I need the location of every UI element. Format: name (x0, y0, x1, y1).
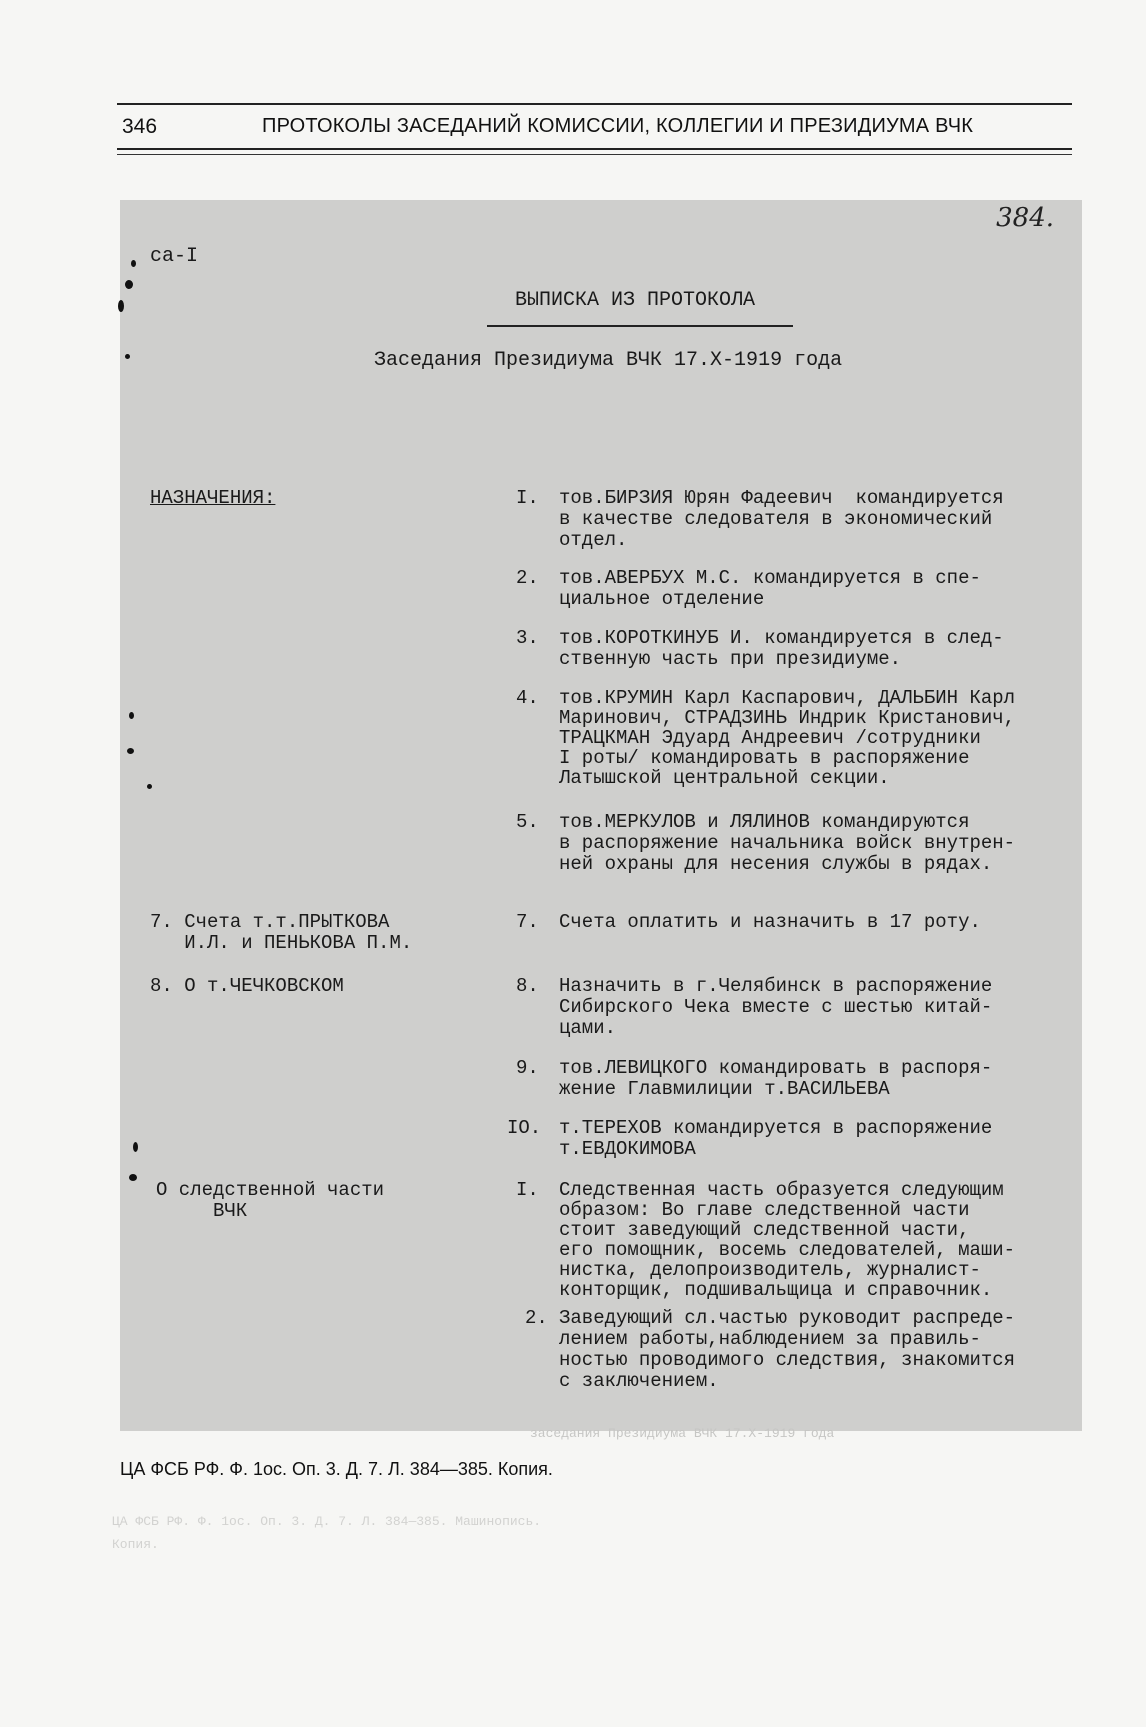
header-double-rule-thin (117, 154, 1072, 155)
punch-hole-mark (131, 260, 136, 267)
punch-hole-mark (125, 280, 133, 289)
bleed-through-text: заседания Президиума ВЧК 17.X-1919 года (530, 1426, 835, 1441)
item-text: Заведующий сл.частью руководит распреде- лением работы,наблюдением за правиль- ностью проводимого следствия, знакомится с заключением. (559, 1307, 1016, 1392)
item-number: 7. (516, 911, 539, 933)
item-text: тов.МЕРКУЛОВ и ЛЯЛИНОВ командируются в распоряжение начальника войск внутрен- ней охраны для несения службы в рядах. (559, 811, 1016, 875)
item-number: 8. (516, 975, 539, 997)
punch-hole-mark (129, 1174, 137, 1181)
title-underline (487, 325, 793, 327)
item-text: тов.ЛЕВИЦКОГО командировать в распоря- жение Главмилиции т.ВАСИЛЬЕВА (559, 1057, 993, 1100)
item-text: Счета оплатить и назначить в 17 роту. (559, 911, 981, 933)
left-item-text: 8. О т.ЧЕЧКОВСКОМ (150, 975, 344, 997)
header-double-rule (117, 148, 1072, 150)
page-number: 346 (122, 115, 158, 138)
document-subtitle: Заседания Президиума ВЧК 17.X-1919 года (374, 349, 843, 372)
header-rule (117, 103, 1072, 105)
item-number: 9. (516, 1057, 539, 1079)
item-number: 2. (525, 1307, 548, 1329)
item-text: тов.АВЕРБУХ М.С. командируется в спе- циальное отделение (559, 567, 981, 610)
document-title: ВЫПИСКА ИЗ ПРОТОКОЛА (515, 289, 756, 312)
left-item-text: 7. Счета т.т.ПРЫТКОВА И.Л. и ПЕНЬКОВА П.М. (150, 911, 413, 954)
running-title: ПРОТОКОЛЫ ЗАСЕДАНИЙ КОМИССИИ, КОЛЛЕГИИ И ПРЕЗИДИУМА ВЧК (262, 115, 974, 137)
punch-hole-mark (118, 300, 124, 312)
punch-hole-mark (129, 712, 134, 719)
punch-hole-mark (147, 784, 152, 789)
punch-hole-mark (127, 748, 134, 754)
item-text: Следственная часть образуется следующим образом: Во главе следственной части стоит заведующий следственной части, его помощник, восемь следователей, маши- нистка, делопроизводитель, журналист- конторщик, подшивальщица и справочник. (559, 1179, 1016, 1301)
bleed-through-text: ЦА ФСБ РФ. Ф. 1ос. Оп. 3. Д. 7. Л. 384—385. Машинопись. Копия. (112, 1514, 542, 1552)
section-heading: НАЗНАЧЕНИЯ: (150, 487, 276, 509)
item-number: 4. (516, 687, 539, 709)
document-scan (120, 200, 1082, 1431)
punch-hole-mark (133, 1142, 138, 1152)
item-number: 2. (516, 567, 539, 589)
left-item-text: О следственной части ВЧК (156, 1179, 385, 1222)
punch-hole-mark (125, 354, 130, 359)
item-text: Назначить в г.Челябинск в распоряжение Сибирского Чека вместе с шестью китай- цами. (559, 975, 993, 1039)
document-code: са-I (150, 245, 199, 268)
item-number: I. (516, 487, 539, 509)
item-text: тов.КРУМИН Карл Каспарович, ДАЛЬБИН Карл Маринович, СТРАДЗИНЬ Индрик Кристанович, ТРАЦКМАН Эдуард Андреевич /сотрудники I роты/ командировать в распоряжение Латышской центральной секции. (559, 687, 1016, 789)
item-number: 5. (516, 811, 539, 833)
item-text: тов.БИРЗИЯ Юрян Фадеевич командируется в качестве следователя в экономический отдел. (559, 487, 1004, 551)
item-number: I. (516, 1179, 539, 1201)
source-note: ЦА ФСБ РФ. Ф. 1ос. Оп. 3. Д. 7. Л. 384—385. Копия. (120, 1459, 553, 1479)
item-text: тов.КОРОТКИНУБ И. командируется в след- ственную часть при президиуме. (559, 627, 1004, 670)
item-text: т.ТЕРЕХОВ командируется в распоряжение т.ЕВДОКИМОВА (559, 1117, 993, 1160)
handwritten-folio-number: 384. (996, 203, 1054, 233)
item-number: 3. (516, 627, 539, 649)
item-number: IO. (507, 1117, 542, 1139)
